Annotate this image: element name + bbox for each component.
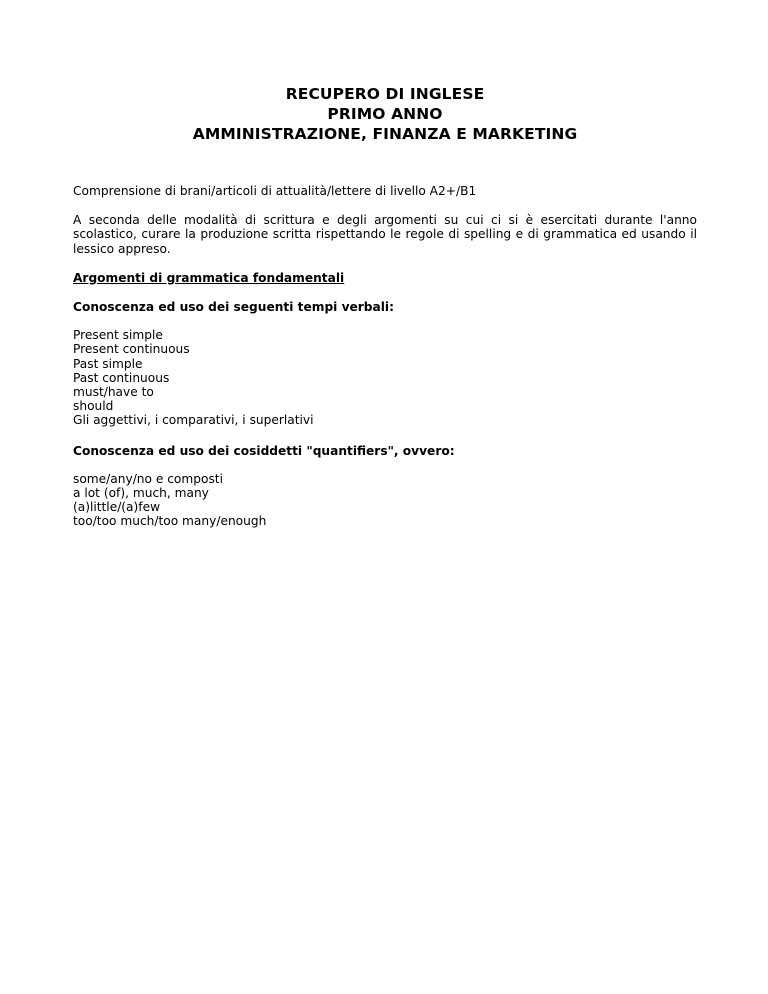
title-line-1: RECUPERO DI INGLESE <box>285 85 485 103</box>
list-item: should <box>73 399 114 414</box>
list-item: Past continuous <box>73 370 170 385</box>
document-page <box>73 84 697 545</box>
tenses-heading: Conoscenza ed uso dei seguenti tempi verbali: <box>73 300 394 315</box>
quantifiers-list <box>73 472 697 529</box>
list-item: Past simple <box>73 356 143 371</box>
quantifiers-heading: Conoscenza ed uso dei cosiddetti "quantifiers", ovvero: <box>73 443 455 458</box>
intro-paragraph: Comprensione di brani/articoli di attualità/lettere di livello A2+/B1 <box>73 184 477 198</box>
title-line-2: PRIMO ANNO <box>327 105 443 123</box>
list-item: Gli aggettivi, i comparativi, i superlativi <box>73 413 314 428</box>
writing-paragraph: A seconda delle modalità di scrittura e degli argomenti su cui ci si è esercitati durante l'anno scolastico, curare la produzione scritta rispettando le regole di spelling e di grammatica ed usando il lessico appreso. <box>73 213 697 256</box>
document-title <box>73 84 697 144</box>
tenses-list <box>73 328 697 427</box>
list-item: (a)little/(a)few <box>73 500 161 515</box>
list-item: a lot (of), much, many <box>73 486 209 501</box>
list-item: Present continuous <box>73 342 190 357</box>
list-item: Present simple <box>73 328 163 343</box>
list-item: some/any/no e composti <box>73 471 223 486</box>
list-item: must/have to <box>73 385 154 400</box>
grammar-section-heading: Argomenti di grammatica fondamentali <box>73 270 345 285</box>
title-line-3: AMMINISTRAZIONE, FINANZA E MARKETING <box>192 125 578 143</box>
list-item: too/too much/too many/enough <box>73 514 267 529</box>
